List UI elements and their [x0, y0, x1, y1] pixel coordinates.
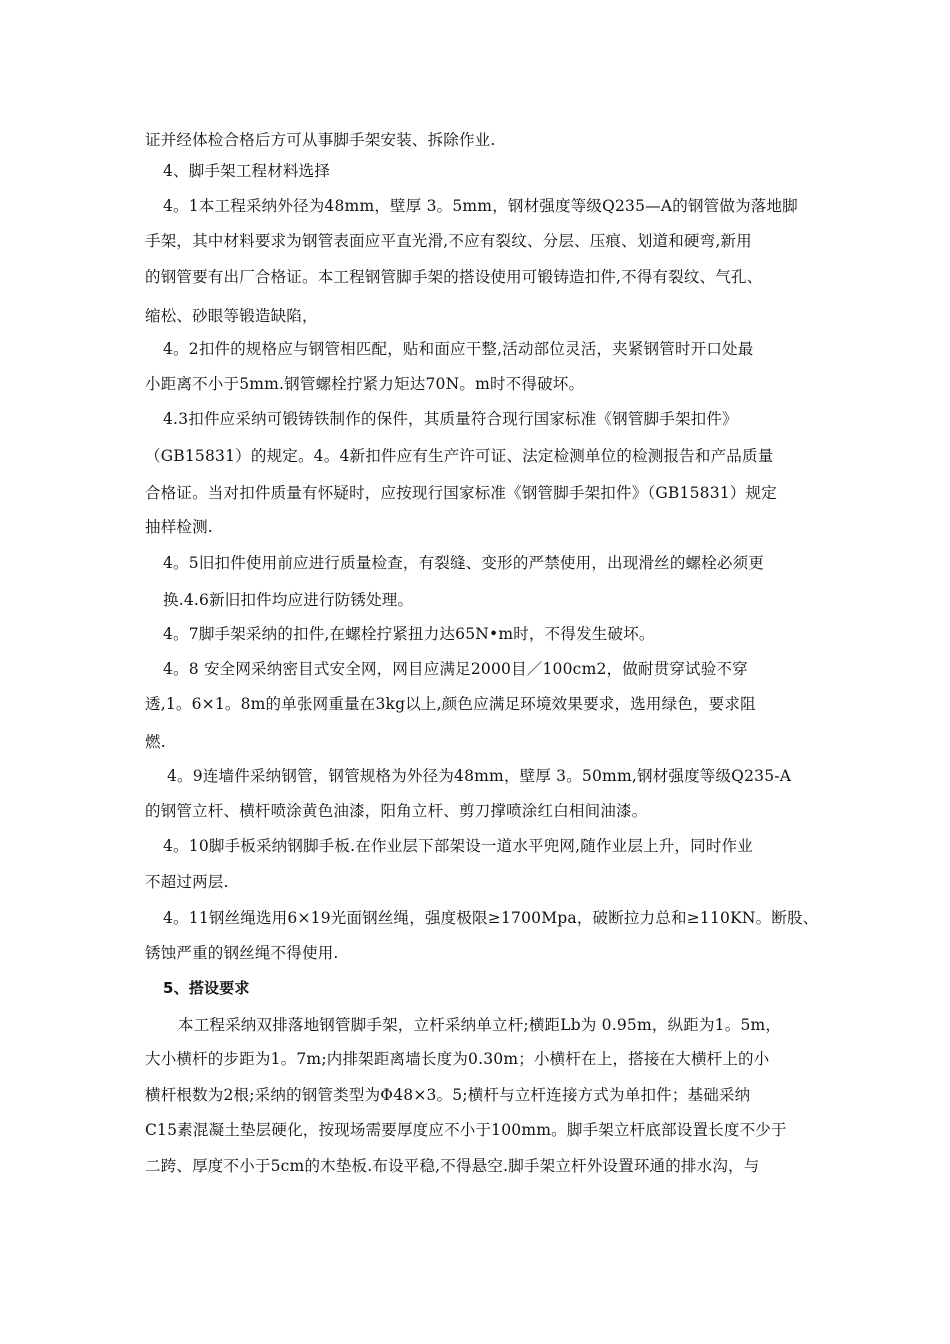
- text-line: 的钢管立杆、横杆喷涂黄色油漆，阳角立杆、剪刀撑喷涂红白相间油漆。: [145, 802, 648, 820]
- text-line: 横杆根数为2根;采纳的钢管类型为Φ48×3。5;横杆与立杆连接方式为单扣件；基础采纳: [145, 1086, 751, 1104]
- text-line: 合格证。当对扣件质量有怀疑时，应按现行国家标准《钢管脚手架扣件》（GB15831）规定: [145, 484, 777, 502]
- text-line: C15素混凝土垫层硬化，按现场需要厚度应不小于100mm。脚手架立杆底部设置长度不少于: [145, 1121, 787, 1139]
- text-line: 抽样检测.: [145, 518, 213, 536]
- text-line: 4.3扣件应采纳可锻铸铁制作的保件，其质量符合现行国家标准《钢管脚手架扣件》: [163, 410, 738, 428]
- text-line: 缩松、砂眼等锻造缺陷，: [145, 307, 318, 325]
- text-line: 二跨、厚度不小于5cm的木垫板.布设平稳,不得悬空.脚手架立杆外设置环通的排水沟，与: [145, 1157, 760, 1175]
- text-line: 本工程采纳双排落地钢管脚手架，立杆采纳单立杆;横距Lb为 0.95m，纵距为1。5m，: [178, 1016, 782, 1034]
- text-line: 4。8 安全网采纳密目式安全网，网目应满足2000目／100cm2，做耐贯穿试验不穿: [163, 660, 748, 678]
- text-line: 手架，其中材料要求为钢管表面应平直光滑,不应有裂纹、分层、压痕、划道和硬弯,新用: [145, 232, 752, 250]
- section-heading: 4、脚手架工程材料选择: [163, 162, 331, 180]
- text-line: 大小横杆的步距为1。7m;内排架距离墙长度为0.30m；小横杆在上，搭接在大横杆上的小: [145, 1050, 770, 1068]
- text-line: 锈蚀严重的钢丝绳不得使用.: [145, 944, 339, 962]
- text-line: 4。9连墙件采纳钢管，钢管规格为外径为48mm，壁厚 3。50mm,钢材强度等级Q235-A: [167, 767, 792, 785]
- text-line: 4。10脚手板采纳钢脚手板.在作业层下部架设一道水平兜网,随作业层上升，同时作业: [163, 837, 753, 855]
- text-line: 小距离不小于5mm.钢管螺栓拧紧力矩达70N。m时不得破坏。: [145, 375, 585, 393]
- text-line: 不超过两层.: [145, 873, 229, 891]
- text-line: （GB15831）的规定。4。4新扣件应有生产许可证、法定检测单位的检测报告和产品质量: [145, 447, 774, 465]
- text-line: 换.4.6新旧扣件均应进行防锈处理。: [163, 591, 414, 609]
- text-line: 透,1。6×1。8m的单张网重量在3kg以上,颜色应满足环境效果要求，选用绿色，要求阻: [145, 695, 756, 713]
- text-line: 4。7脚手架采纳的扣件,在螺栓拧紧扭力达65N•m时，不得发生破坏。: [163, 625, 655, 643]
- text-line: 4。5旧扣件使用前应进行质量检查，有裂缝、变形的严禁使用，出现滑丝的螺栓必须更: [163, 554, 765, 572]
- text-line: 证并经体检合格后方可从事脚手架安装、拆除作业.: [145, 131, 496, 149]
- text-line: 4。11钢丝绳选用6×19光面钢丝绳，强度极限≥1700Mpa，破断拉力总和≥110KN。断股、: [163, 909, 819, 927]
- text-line: 的钢管要有出厂合格证。本工程钢管脚手架的搭设使用可锻铸造扣件,不得有裂纹、气孔、: [145, 268, 763, 286]
- text-line: 4。2扣件的规格应与钢管相匹配，贴和面应干整,活动部位灵活，夹紧钢管时开口处最: [163, 340, 754, 358]
- text-line: 4。1本工程采纳外径为48mm，壁厚 3。5mm，钢材强度等级Q235—A的钢管做为落地脚: [163, 197, 798, 215]
- text-line: 燃.: [145, 733, 166, 751]
- section-heading: 5、搭设要求: [163, 979, 250, 997]
